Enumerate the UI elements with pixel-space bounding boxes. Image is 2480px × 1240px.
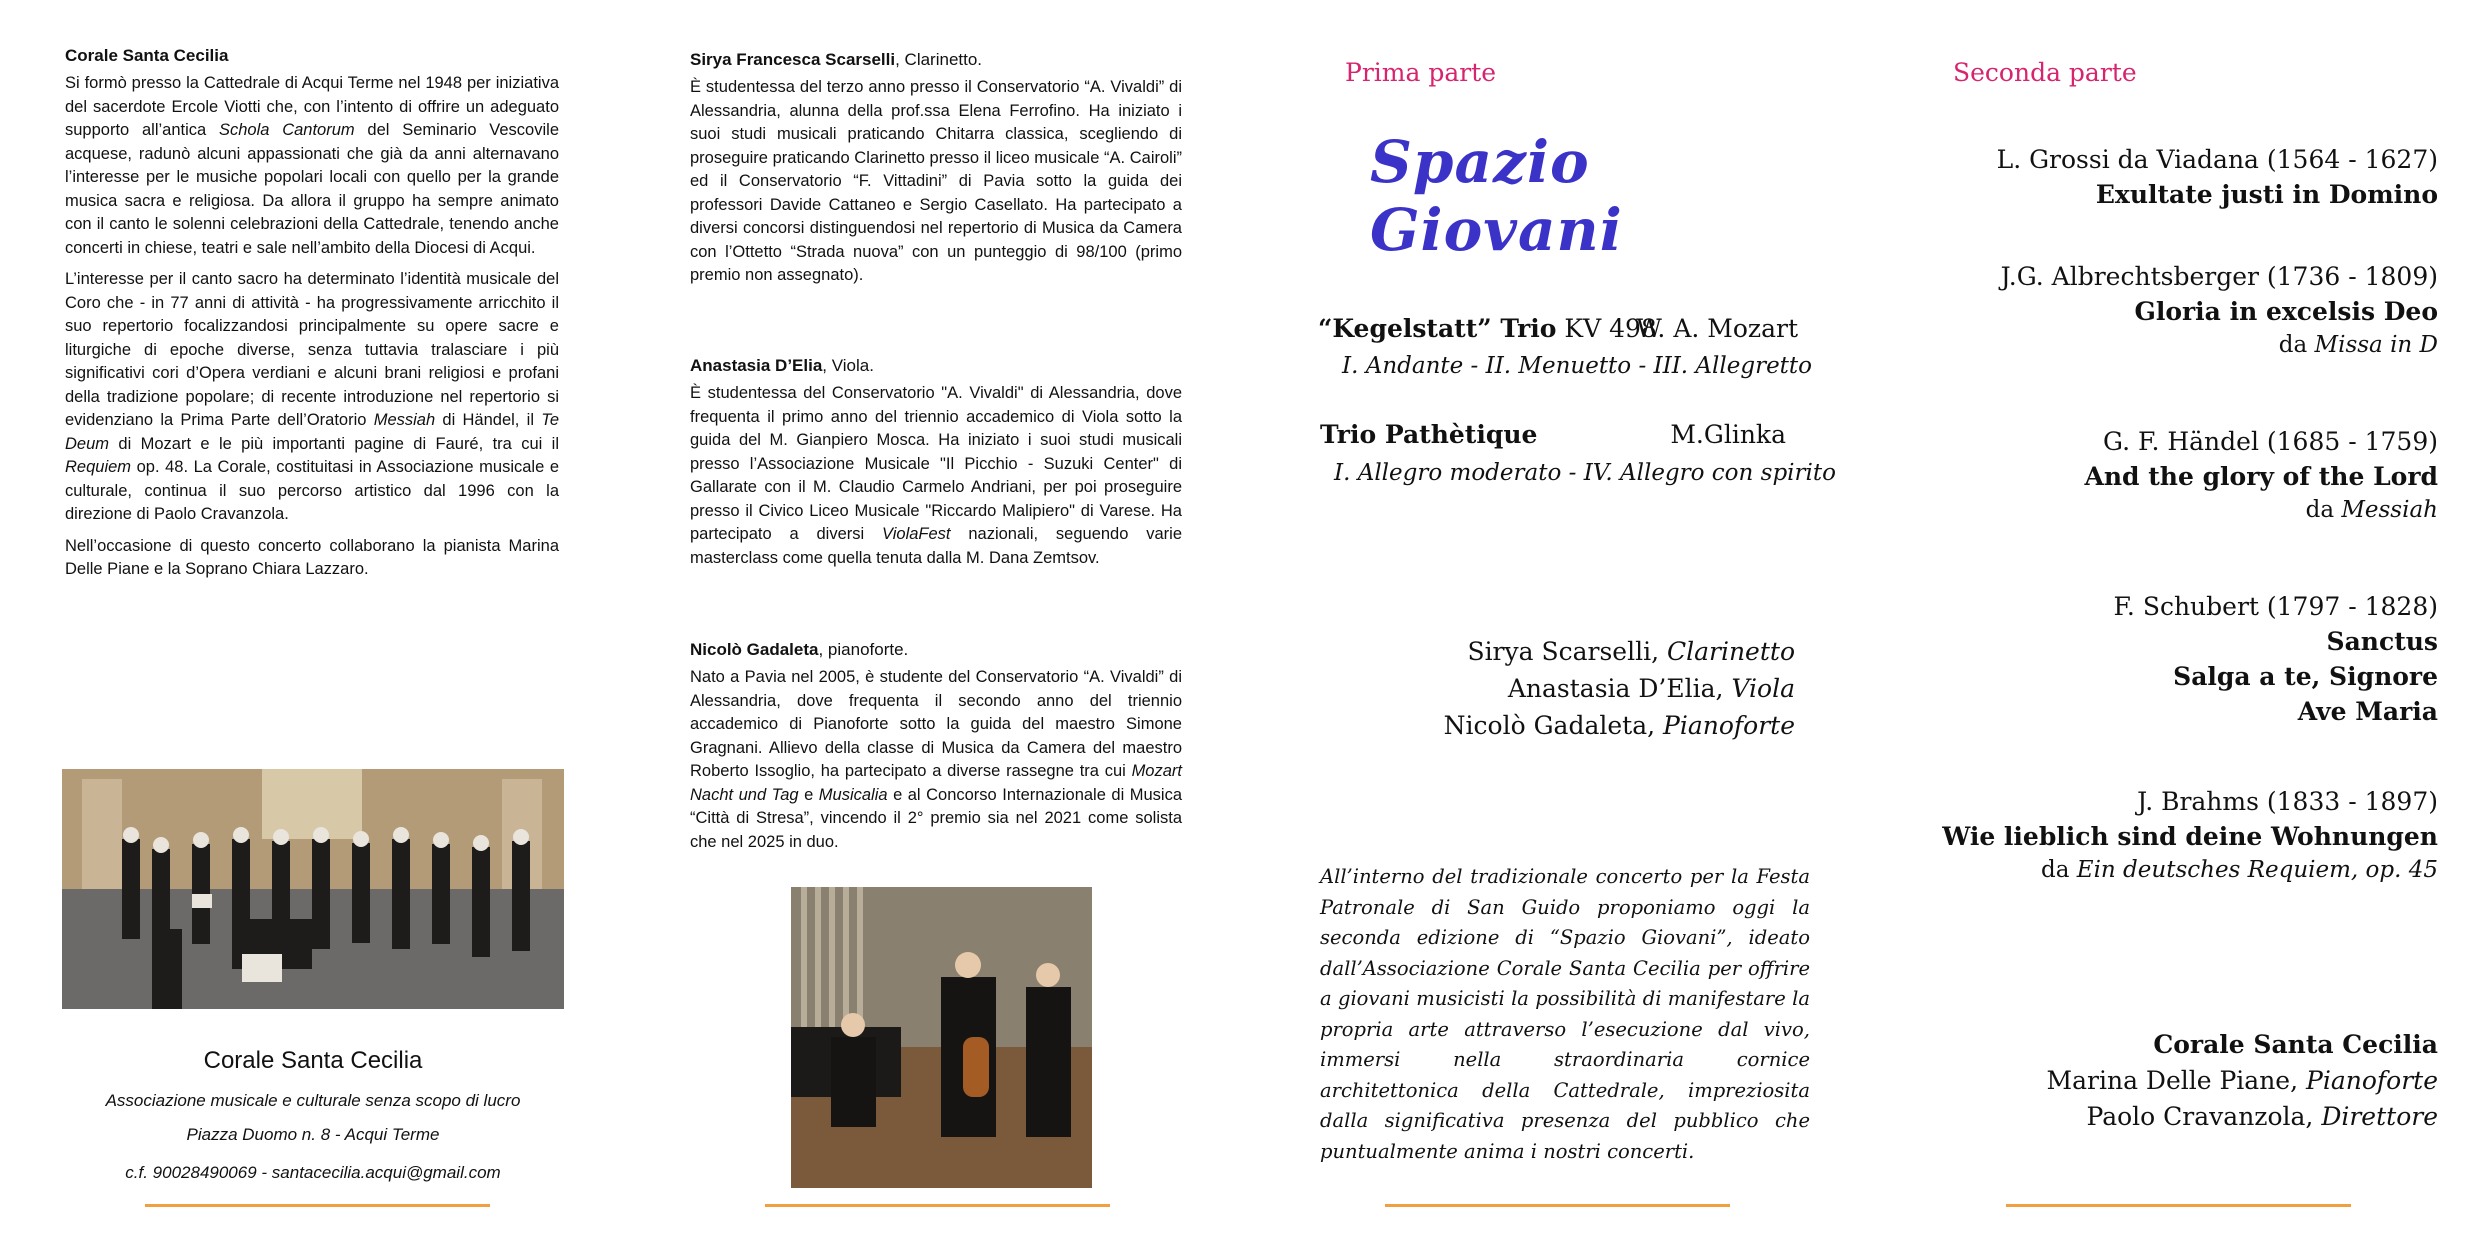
musician-text-1: È studentessa del terzo anno presso il Conservatorio “A. Vivaldi” di Alessandria, alunna della prof.ssa Elena Ferrofino. Ha iniziato i suoi studi musicali praticando Chitarra classica, scegliendo di proseguire praticando Clarinetto presso il liceo musicale “A. Cairoli” ed il Conservatorio “F. Vittadini” di Pavia sotto la guida dei professori Davide Cattaneo e Sergio Casellato. Ha partecipato a diversi concorsi distinguendosi nel repertorio di Musica da Camera con l’Ottetto “Strada nuova” con un punteggio di 98/100 (primo premio non assegnato). <box>690 78 1182 284</box>
performer-2: Anastasia D’Elia, Viola <box>1507 674 1795 703</box>
work-2-composer: M.Glinka <box>1670 420 1786 449</box>
work-1-catalog: KV 498 <box>1556 314 1657 343</box>
performer-3: Nicolò Gadaleta, Pianoforte <box>1443 711 1795 740</box>
association-name: Corale Santa Cecilia <box>203 1047 423 1074</box>
musician-name-3: Nicolò Gadaleta, pianoforte. <box>690 640 909 659</box>
association-subtitle: Associazione musicale e culturale senza scopo di lucro <box>105 1091 521 1110</box>
ensemble-director: Paolo Cravanzola, Direttore <box>2086 1102 2438 1131</box>
piece-1-composer: L. Grossi da Viadana (1564 - 1627) <box>1996 145 2438 174</box>
work-1-composer: W. A. Mozart <box>1636 314 1798 343</box>
piece-2-composer: J.G. Albrechtsberger (1736 - 1809) <box>2000 262 2438 291</box>
divider-rule-3 <box>1385 1204 1730 1207</box>
piece-4-title-2: Salga a te, Signore <box>2173 662 2438 691</box>
musician-name-2: Anastasia D’Elia, Viola. <box>690 356 874 375</box>
ensemble-pianist: Marina Delle Piane, Pianoforte <box>2046 1066 2438 1095</box>
musician-text-3: Nato a Pavia nel 2005, è studente del Conservatorio “A. Vivaldi” di Alessandria, dove frequenta il secondo anno del triennio accademico di Pianoforte sotto la guida del maestro Simone Gragnani. Allievo della classe di Musica da Camera del maestro Roberto Issoglio, ha partecipato a diverse rassegne tra cui Mozart Nacht und Tag e Musicalia e al Concorso Internazionale di Musica “Città di Stresa”, vincendo il 2° premio sia nel 2021 come solista che nel 2025 in duo. <box>690 668 1183 851</box>
piece-5-title-1: Wie lieblich sind deine Wohnungen <box>1942 822 2438 851</box>
ensemble-name: Corale Santa Cecilia <box>2153 1030 2438 1059</box>
piece-3-source: da Messiah <box>2305 497 2438 523</box>
piece-3-title-1: And the glory of the Lord <box>2084 462 2438 491</box>
work-2 <box>1320 420 1786 449</box>
choir-paragraph-1: Si formò presso la Cattedrale di Acqui Terme nel 1948 per iniziativa del sacerdote Ercole Viotti che, con l’intento di offrire un adeguato supporto all’antica Schola Cantorum del Seminario Vescovile acquese, radunò alcuni appassionati che già da anni alternavano l’interesse per le musiche popolari locali con quello per la grande musica sacra e religiosa. Da allora il gruppo ha sempre animato con il canto le solenni celebrazioni della Cattedrale, tenendo anche concerti in chiese, teatri e sale nell’ambito della Diocesi di Acqui. <box>65 74 559 257</box>
work-1 <box>1318 314 1798 343</box>
piece-2-source: da Missa in D <box>2278 332 2438 358</box>
musicians-photo <box>791 887 1092 1188</box>
work-1-title: “Kegelstatt” Trio <box>1318 314 1557 343</box>
piece-5-source: da Ein deutsches Requiem, op. 45 <box>2041 857 2438 883</box>
work-1-movements: I. Andante - II. Menuetto - III. Allegretto <box>1342 353 1813 379</box>
musician-bio-2 <box>690 356 1182 570</box>
musician-name-1: Sirya Francesca Scarselli, Clarinetto. <box>690 50 983 69</box>
piece-4-title-3: Ave Maria <box>2297 697 2438 726</box>
section-heading-prima: Prima parte <box>1345 58 1497 87</box>
divider-rule-2 <box>765 1204 1110 1207</box>
section-heading-seconda: Seconda parte <box>1953 58 2137 87</box>
divider-rule-4 <box>2006 1204 2351 1207</box>
musician-text-2: È studentessa del Conservatorio "A. Vivaldi" di Alessandria, dove frequenta il primo anno del triennio accademico di Viola sotto la guida del M. Gianpiero Mosca. Ha iniziato i suoi studi musicali presso l’Associazione Musicale "Il Picchio - Suzuki Center" di Gallarate con il M. Claudio Carmelo Andriani, per poi proseguire presso il Civico Liceo Musicale "Riccardo Malipiero" di Varese. Ha partecipato a diversi ViolaFest nazionali, seguendo varie masterclass come quella tenuta dalla M. Dana Zemtsov. <box>690 384 1183 567</box>
association-contact: c.f. 90028490069 - santacecilia.acqui@gmail.com <box>125 1163 501 1182</box>
intro-text: All’interno del tradizionale concerto per la Festa Patronale di San Guido proponiamo oggi la seconda edizione di “Spazio Giovani”, ideato dall’Associazione Corale Santa Cecilia per offrire a giovani musicisti la possibilità di manifestare la propria arte attraverso l’esecuzione dal vivo, immersi nella straordinaria cornice architettonica della Cattedrale, impreziosita dalla significativa presenza del pubblico che puntualmente anima i nostri concerti. <box>1320 865 1810 1163</box>
choir-photo <box>62 769 564 1009</box>
association-address: Piazza Duomo n. 8 - Acqui Terme <box>186 1125 440 1144</box>
piece-4-title-1: Sanctus <box>2326 627 2438 656</box>
musician-bio-3 <box>690 640 1182 854</box>
piece-5-composer: J. Brahms (1833 - 1897) <box>2137 787 2438 816</box>
choir-title: Corale Santa Cecilia <box>65 46 229 65</box>
work-2-title: Trio Pathètique <box>1320 420 1538 449</box>
piece-3-composer: G. F. Händel (1685 - 1759) <box>2103 427 2438 456</box>
performer-1: Sirya Scarselli, Clarinetto <box>1467 637 1795 666</box>
musician-bio-1 <box>690 50 1182 288</box>
concert-title: Spazio Giovani <box>1370 128 1623 264</box>
choir-paragraph-2: L’interesse per il canto sacro ha determinato l’identità musicale del Coro che - in 77 anni di attività - ha progressivamente arricchito il suo repertorio focalizzandosi principalmente su opere sacre e liturgiche di epoche diverse, senza tuttavia tralasciare i più significativi cori d’Opera verdiani e alcuni brani religiosi e profani della tradizione popolare; di recente introduzione nel repertorio si evidenziano la Prima Parte dell’Oratorio Messiah di Händel, il Te Deum di Mozart e le più importanti pagine di Fauré, tra cui il Requiem op. 48. La Corale, costituitasi in Associazione musicale e culturale, continua il suo percorso artistico dal 1996 con la direzione di Paolo Cravanzola. <box>65 270 559 523</box>
work-2-movements: I. Allegro moderato - IV. Allegro con spirito <box>1334 460 1836 486</box>
performers <box>1300 633 1795 744</box>
divider-rule <box>145 1204 490 1207</box>
choir-paragraph-3: Nell’occasione di questo concerto collaborano la pianista Marina Delle Piane e la Soprano Chiara Lazzaro. <box>65 536 559 578</box>
piece-2-title-1: Gloria in excelsis Deo <box>2134 297 2438 326</box>
piece-4-composer: F. Schubert (1797 - 1828) <box>2113 592 2438 621</box>
piece-1-title-1: Exultate justi in Domino <box>2095 180 2438 209</box>
